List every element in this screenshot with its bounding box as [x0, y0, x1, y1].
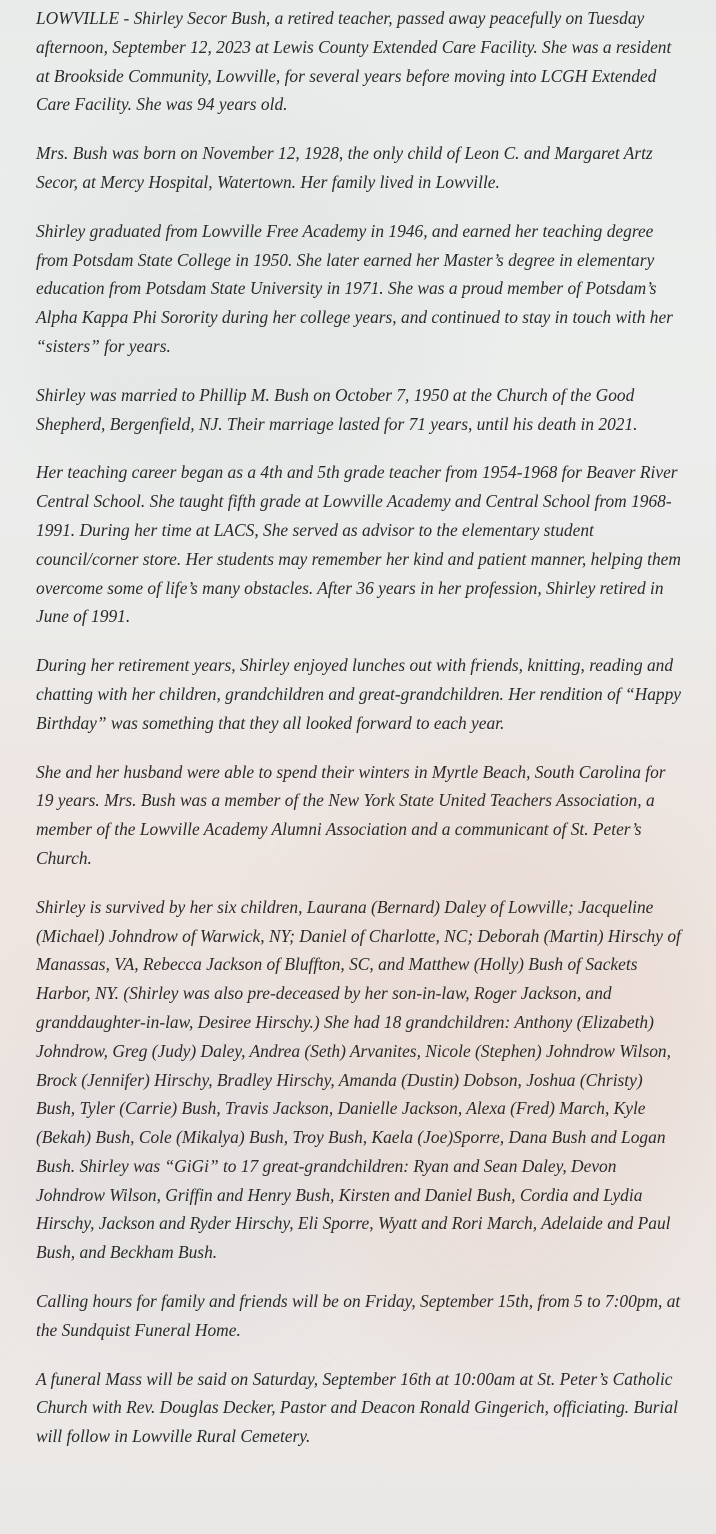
obituary-paragraph-birth: Mrs. Bush was born on November 12, 1928, the only child of Leon C. and Margaret Artz Secor, at Mercy Hospital, Watertown. Her family lived in Lowville. — [36, 143, 653, 192]
obituary-paragraph-education: Shirley graduated from Lowville Free Academy in 1946, and earned her teaching degree from Potsdam State College in 1950. She later earned her Master’s degree in elementary education from Potsdam State University in 1971. She was a proud member of Potsdam’s Alpha Kappa Phi Sorority during her college years, and continued to stay in touch with her “sisters” for years. — [36, 220, 673, 356]
obituary-paragraph-calling-hours: Calling hours for family and friends will be on Friday, September 15th, from 5 to 7:00pm, at the Sundquist Funeral Home. — [36, 1291, 681, 1340]
obituary-paragraph-career: Her teaching career began as a 4th and 5th grade teacher from 1954-1968 for Beaver River Central School. She taught fifth grade at Lowville Academy and Central School from 1968-1991. During her time at LACS, She served as advisor to the elementary student council/corner store. Her students may remember her kind and patient manner, helping them overcome some of life’s many obstacles. After 36 years in her profession, Shirley retired in June of 1991. — [36, 462, 681, 627]
obituary-article — [36, 4, 686, 1471]
obituary-paragraph-winters: She and her husband were able to spend their winters in Myrtle Beach, South Carolina for 19 years. Mrs. Bush was a member of the New York State United Teachers Association, a member of the Lowville Academy Alumni Association and a communicant of St. Peter’s Church. — [36, 761, 666, 868]
obituary-paragraph-survivors: Shirley is survived by her six children, Laurana (Bernard) Daley of Lowville; Jacqueline (Michael) Johndrow of Warwick, NY; Daniel of Charlotte, NC; Deborah (Martin) Hirschy of Manassas, VA, Rebecca Jackson of Bluffton, SC, and Matthew (Holly) Bush of Sackets Harbor, NY. (Shirley was also pre-deceased by her son-in-law, Roger Jackson, and granddaughter-in-law, Desiree Hirschy.) She had 18 grandchildren: Anthony (Elizabeth) Johndrow, Greg (Judy) Daley, Andrea (Seth) Arvanites, Nicole (Stephen) Johndrow Wilson, Brock (Jennifer) Hirschy, Bradley Hirschy, Amanda (Dustin) Dobson, Joshua (Christy) Bush, Tyler (Carrie) Bush, Travis Jackson, Danielle Jackson, Alexa (Fred) March, Kyle (Bekah) Bush, Cole (Mikalya) Bush, Troy Bush, Kaela (Joe)Sporre, Dana Bush and Logan Bush. Shirley was “GiGi” to 17 great-grandchildren: Ryan and Sean Daley, Devon Johndrow Wilson, Griffin and Henry Bush, Kirsten and Daniel Bush, Cordia and Lydia Hirschy, Jackson and Ryder Hirschy, Eli Sporre, Wyatt and Rori March, Adelaide and Paul Bush, and Beckham Bush. — [36, 896, 681, 1263]
obituary-paragraph-intro: LOWVILLE - Shirley Secor Bush, a retired teacher, passed away peacefully on Tuesday afternoon, September 12, 2023 at Lewis County Extended Care Facility. She was a resident at Brookside Community, Lowville, for several years before moving into LCGH Extended Care Facility. She was 94 years old. — [36, 8, 672, 115]
obituary-paragraph-marriage: Shirley was married to Phillip M. Bush on October 7, 1950 at the Church of the Good Shepherd, Bergenfield, NJ. Their marriage lasted for 71 years, until his death in 2021. — [36, 384, 638, 434]
obituary-paragraph-retirement: During her retirement years, Shirley enjoyed lunches out with friends, knitting, reading and chatting with her children, grandchildren and great-grandchildren. Her rendition of “Happy Birthday” was something that they all looked forward to each year. — [36, 655, 681, 733]
obituary-paragraph-funeral: A funeral Mass will be said on Saturday, September 16th at 10:00am at St. Peter’s Catholic Church with Rev. Douglas Decker, Pastor and Deacon Ronald Gingerich, officiating. Burial will follow in Lowville Rural Cemetery. — [36, 1368, 678, 1447]
